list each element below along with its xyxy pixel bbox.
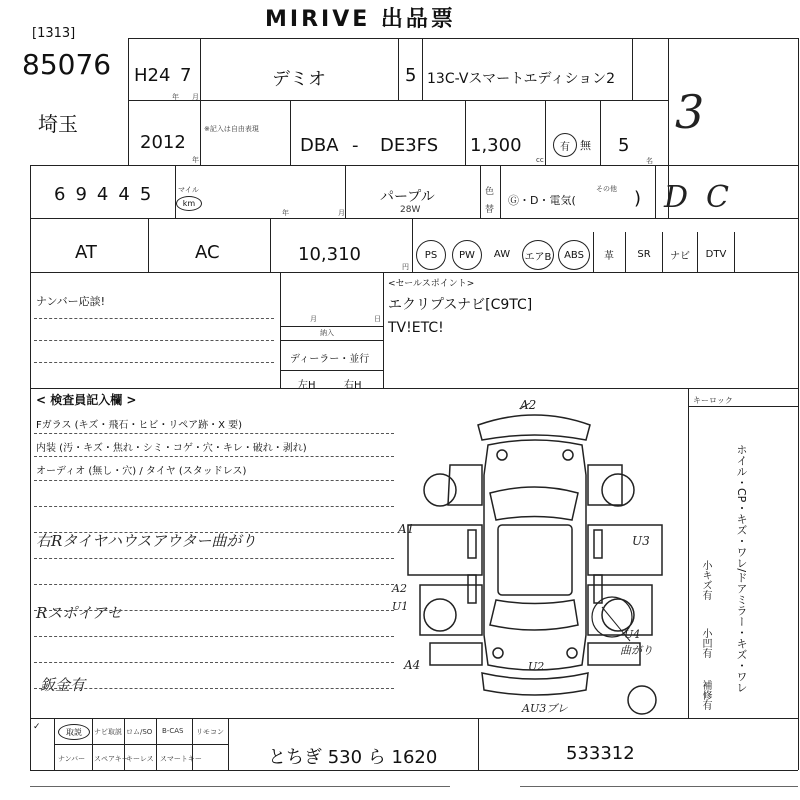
- dealer-parallel: ディーラー・並行: [290, 354, 370, 365]
- key-lock-label: キーロック: [693, 396, 733, 405]
- sales-point-1: エクリプスナビ[C9TC]: [388, 297, 533, 313]
- fuel-close: ): [634, 188, 642, 209]
- equip-sunroof: SR: [637, 248, 651, 260]
- small-scratch-note: 小キズ有: [700, 560, 711, 600]
- handwritten-note-1: 右Rタイヤハウスアウター曲がり: [36, 532, 257, 550]
- notes-day: 日: [374, 315, 381, 323]
- yen-unit: 円: [402, 263, 409, 271]
- equip-navi: ナビ: [670, 250, 690, 262]
- damage-label-a2-top: A2: [520, 398, 537, 412]
- damage-label-a2-left: A2: [392, 582, 407, 595]
- damage-label-u2: U2: [528, 660, 545, 673]
- opt-rom: ロム/SO: [126, 728, 153, 736]
- handwritten-note-3: 鈑金有: [40, 676, 86, 694]
- sales-point-2: TV!ETC!: [388, 320, 444, 336]
- seat-count: 5: [618, 135, 630, 156]
- grade-name: 13C-Vスマートエディション2: [427, 71, 616, 87]
- handwritten-note-2: Rスポイアセ: [36, 604, 122, 622]
- equip-pw: PW: [452, 240, 482, 270]
- transmission: AT: [75, 242, 97, 263]
- notes-month: 月: [310, 315, 317, 323]
- damage-label-u3: U3: [632, 534, 650, 548]
- equip-abs: ABS: [558, 240, 590, 270]
- opt-smart-key: スマートキー: [160, 755, 202, 763]
- interior-condition: 内装 (汚・キズ・焦れ・シミ・コゲ・穴・キレ・破れ・剥れ): [36, 443, 307, 454]
- door-count: 5: [405, 65, 417, 86]
- opt-keyless: キーレス: [126, 755, 154, 763]
- inspection-header: < 検査員記入欄 >: [36, 393, 137, 407]
- exhibitor-number: 533312: [566, 743, 635, 764]
- repair-note: 補修有: [700, 680, 711, 710]
- equip-leather: 革: [604, 250, 614, 262]
- month-label-3: 月: [338, 209, 345, 217]
- opt-remote: リモコン: [196, 728, 224, 736]
- outer-grade: C: [706, 180, 729, 215]
- ari-circle: 有: [553, 133, 577, 157]
- right-hand: 右H: [344, 380, 362, 391]
- auction-score: 3: [675, 85, 705, 139]
- left-hand: 左H: [298, 380, 316, 391]
- region: 埼玉: [38, 112, 78, 136]
- era-year: H24: [134, 65, 171, 86]
- inner-grade: D: [664, 180, 689, 215]
- color-code: 28W: [400, 205, 421, 215]
- aircon: AC: [195, 242, 220, 263]
- year-label-3: 年: [282, 209, 289, 217]
- type-code: DE3FS: [380, 135, 439, 156]
- damage-label-a1: A1: [398, 522, 415, 536]
- damage-label-au3: AU3ブレ: [522, 702, 568, 715]
- mile-label: マイル: [178, 186, 199, 194]
- glass-condition: Fガラス (キズ・飛石・ヒビ・リペア跡・X 要): [36, 420, 243, 431]
- km-circle: km: [176, 196, 202, 211]
- month-mark: 月: [192, 93, 199, 101]
- fuel-options: Ⓖ・D・電気(: [508, 194, 576, 207]
- body-color: パープル: [380, 189, 435, 205]
- first-registration: 2012: [140, 132, 186, 153]
- audio-tire: オーディオ (無し・穴) / タイヤ (スタッドレス): [36, 466, 247, 477]
- opt-bcas: B-CAS: [162, 727, 184, 735]
- equip-dtv: DTV: [705, 248, 727, 260]
- opt-spare-key: スペアキー: [94, 755, 129, 763]
- cc-unit: cc: [536, 156, 544, 164]
- damage-label-u4-note: 曲がり: [620, 644, 653, 657]
- equip-aw: AW: [493, 248, 511, 260]
- year-mark: 年: [172, 93, 179, 101]
- delivery-label: 納入: [320, 329, 334, 337]
- plate-note: ナンバー応談!: [36, 295, 106, 308]
- opt-manual: 取説: [58, 724, 90, 740]
- license-plate: とちぎ 530 ら 1620: [268, 747, 438, 768]
- fuel-other: その他: [596, 185, 617, 193]
- first-reg-note: ※記入は自由表現: [204, 125, 259, 133]
- damage-label-a4: A4: [404, 658, 421, 672]
- year-mark-2: 年: [192, 156, 199, 164]
- mileage: 6 9 4 4 5: [54, 184, 152, 205]
- vertical-left-strip: ✓: [33, 722, 41, 732]
- car-model: デミオ: [272, 69, 326, 90]
- page-title: MIRIVE 出品票: [265, 7, 456, 32]
- damage-label-u4: U4: [624, 628, 641, 641]
- equip-ps: PS: [416, 240, 446, 270]
- small-dent-note: 小凹有: [700, 628, 711, 658]
- opt-navi-manual: ナビ取説: [94, 728, 122, 736]
- seat-unit: 名: [646, 157, 653, 165]
- gae-label: 替: [485, 205, 495, 215]
- opt-plate: ナンバー: [58, 755, 86, 763]
- lot-number: 85076: [22, 48, 112, 81]
- type-separator: -: [352, 135, 359, 156]
- damage-label-u1: U1: [392, 600, 409, 613]
- displacement: 1,300: [470, 135, 522, 156]
- lot-code: [1313]: [32, 26, 76, 41]
- iro-label: 色: [485, 187, 495, 197]
- reg-month: 7: [180, 65, 192, 86]
- equip-airbag: エアB: [522, 240, 554, 270]
- wheel-mirror-note: ホイル・CP・キズ・ワレ/ドアミラー・キズ・ワレ: [735, 444, 748, 694]
- type-prefix: DBA: [300, 135, 339, 156]
- price: 10,310: [298, 244, 361, 265]
- nashi-label: 無: [580, 139, 591, 152]
- sales-point-header: <セールスポイント>: [388, 279, 475, 289]
